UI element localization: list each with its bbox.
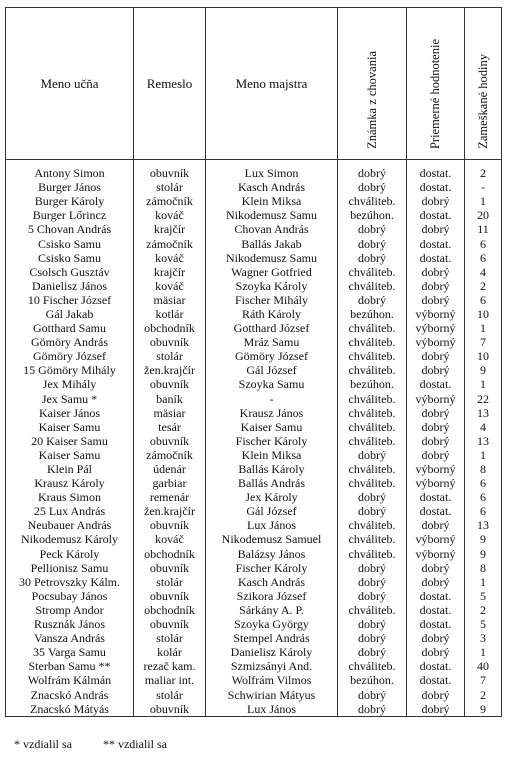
cell-grade: výborný <box>407 476 465 490</box>
table-row <box>6 518 502 532</box>
cell-craft: zámočník <box>134 448 206 462</box>
cell-grade: dobrý <box>407 518 465 532</box>
cell-hours: 9 <box>465 363 502 377</box>
cell-grade: výborný <box>407 307 465 321</box>
cell-master: Balázsy János <box>206 547 338 561</box>
cell-craft: zámočník <box>134 194 206 208</box>
cell-master: - <box>206 392 338 406</box>
cell-master: Kaiser Samu <box>206 420 338 434</box>
cell-name: Burger Károly <box>6 194 134 208</box>
cell-master: Gömöry József <box>206 349 338 363</box>
cell-grade: dostat. <box>407 673 465 687</box>
cell-master: Stempel András <box>206 631 338 645</box>
cell-grade: dobrý <box>407 363 465 377</box>
cell-grade: dostat. <box>407 377 465 391</box>
cell-master: Klein Miksa <box>206 194 338 208</box>
cell-hours: 13 <box>465 434 502 448</box>
cell-conduct: bezúhon. <box>338 307 407 321</box>
cell-master: Klein Miksa <box>206 448 338 462</box>
cell-master: Ráth Károly <box>206 307 338 321</box>
cell-name: Csisko Samu <box>6 251 134 265</box>
cell-craft: mäsiar <box>134 293 206 307</box>
cell-name: Krausz Károly <box>6 476 134 490</box>
cell-name: 35 Varga Samu <box>6 645 134 659</box>
table-row <box>6 561 502 575</box>
cell-name: Pellionisz Samu <box>6 561 134 575</box>
cell-craft: rezač kam. <box>134 659 206 673</box>
table-row <box>6 532 502 546</box>
cell-hours: 1 <box>465 645 502 659</box>
cell-craft: baník <box>134 392 206 406</box>
table-row <box>6 490 502 504</box>
cell-master: Gál József <box>206 363 338 377</box>
cell-craft: mäsiar <box>134 406 206 420</box>
cell-conduct: chváliteb. <box>338 518 407 532</box>
table-row <box>6 335 502 349</box>
cell-grade: dostat. <box>407 659 465 673</box>
cell-master: Szikora József <box>206 589 338 603</box>
table-row <box>6 321 502 335</box>
table-row <box>6 420 502 434</box>
cell-hours: 9 <box>465 702 502 717</box>
table-row <box>6 236 502 250</box>
cell-conduct: chváliteb. <box>338 462 407 476</box>
cell-conduct: dobrý <box>338 631 407 645</box>
table-row <box>6 160 502 181</box>
cell-craft: obuvník <box>134 335 206 349</box>
cell-craft: obchodník <box>134 321 206 335</box>
cell-hours: 6 <box>465 504 502 518</box>
cell-grade: výborný <box>407 321 465 335</box>
table-row <box>6 476 502 490</box>
cell-conduct: chváliteb. <box>338 420 407 434</box>
cell-grade: dobrý <box>407 561 465 575</box>
cell-grade: výborný <box>407 392 465 406</box>
cell-conduct: chváliteb. <box>338 603 407 617</box>
cell-name: Wolfrám Kálmán <box>6 673 134 687</box>
cell-hours: 7 <box>465 335 502 349</box>
table-row <box>6 631 502 645</box>
header-grade-label: Priemerné hodnotenie <box>428 38 442 149</box>
cell-hours: 8 <box>465 561 502 575</box>
table-row <box>6 208 502 222</box>
cell-hours: 6 <box>465 476 502 490</box>
table-body <box>6 160 502 717</box>
cell-name: Gál Jakab <box>6 307 134 321</box>
cell-conduct: chváliteb. <box>338 335 407 349</box>
table-row <box>6 180 502 194</box>
cell-hours: 4 <box>465 265 502 279</box>
cell-name: 5 Chovan András <box>6 222 134 236</box>
cell-master: Lux Simon <box>206 160 338 181</box>
cell-grade: dostat. <box>407 208 465 222</box>
cell-hours: 1 <box>465 377 502 391</box>
cell-grade: dostat. <box>407 236 465 250</box>
cell-hours: 9 <box>465 547 502 561</box>
cell-grade: dobrý <box>407 194 465 208</box>
table-row <box>6 603 502 617</box>
cell-conduct: chváliteb. <box>338 349 407 363</box>
table-row <box>6 659 502 673</box>
cell-grade: dobrý <box>407 631 465 645</box>
cell-grade: dostat. <box>407 180 465 194</box>
cell-name: Gömöry József <box>6 349 134 363</box>
cell-name: 20 Kaiser Samu <box>6 434 134 448</box>
cell-name: 30 Petrovszky Kálm. <box>6 575 134 589</box>
cell-grade: dobrý <box>407 420 465 434</box>
cell-craft: garbiar <box>134 476 206 490</box>
cell-conduct: dobrý <box>338 645 407 659</box>
cell-craft: žen.krajčír <box>134 504 206 518</box>
cell-hours: 1 <box>465 321 502 335</box>
table-row <box>6 448 502 462</box>
cell-craft: stolár <box>134 575 206 589</box>
cell-hours: 8 <box>465 462 502 476</box>
cell-name: Burger János <box>6 180 134 194</box>
cell-conduct: dobrý <box>338 448 407 462</box>
header-name <box>6 8 134 160</box>
cell-conduct: dobrý <box>338 575 407 589</box>
cell-conduct: dobrý <box>338 490 407 504</box>
cell-craft: kováč <box>134 208 206 222</box>
cell-hours: 5 <box>465 589 502 603</box>
header-craft <box>134 8 206 160</box>
cell-master: Schwirian Mátyus <box>206 687 338 701</box>
cell-grade: dobrý <box>407 265 465 279</box>
table-row <box>6 307 502 321</box>
cell-name: Kaiser Samu <box>6 420 134 434</box>
cell-master: Lux János <box>206 518 338 532</box>
cell-name: Rusznák János <box>6 617 134 631</box>
footnote-double-star: ** vzdialil sa <box>102 737 167 751</box>
cell-name: Neubauer András <box>6 518 134 532</box>
cell-master: Fischer Mihály <box>206 293 338 307</box>
cell-conduct: bezúhon. <box>338 208 407 222</box>
cell-grade: dobrý <box>407 702 465 717</box>
cell-craft: obchodník <box>134 547 206 561</box>
cell-craft: obuvník <box>134 617 206 631</box>
header-grade <box>407 8 465 160</box>
cell-master: Szmizsányi And. <box>206 659 338 673</box>
header-hours <box>465 8 502 160</box>
cell-craft: krajčír <box>134 265 206 279</box>
cell-hours: 1 <box>465 194 502 208</box>
cell-hours: 10 <box>465 349 502 363</box>
cell-master: Fischer Károly <box>206 561 338 575</box>
cell-master: Nikodemusz Samu <box>206 251 338 265</box>
cell-hours: 6 <box>465 490 502 504</box>
table-row <box>6 687 502 701</box>
cell-master: Szoyka György <box>206 617 338 631</box>
cell-hours: 40 <box>465 659 502 673</box>
table-row <box>6 363 502 377</box>
table-row <box>6 462 502 476</box>
cell-conduct: dobrý <box>338 561 407 575</box>
cell-grade: dostat. <box>407 617 465 631</box>
cell-name: Danielisz János <box>6 279 134 293</box>
cell-hours: 2 <box>465 279 502 293</box>
cell-hours: 2 <box>465 160 502 181</box>
cell-craft: maliar int. <box>134 673 206 687</box>
cell-grade: dostat. <box>407 490 465 504</box>
cell-grade: dobrý <box>407 687 465 701</box>
cell-name: 25 Lux András <box>6 504 134 518</box>
cell-grade: dostat. <box>407 251 465 265</box>
table-row <box>6 279 502 293</box>
cell-name: Pocsubay János <box>6 589 134 603</box>
table-row <box>6 589 502 603</box>
cell-master: Gál József <box>206 504 338 518</box>
cell-craft: obuvník <box>134 434 206 448</box>
header-conduct <box>338 8 407 160</box>
cell-conduct: dobrý <box>338 589 407 603</box>
cell-grade: dobrý <box>407 406 465 420</box>
cell-conduct: dobrý <box>338 180 407 194</box>
cell-name: Kaiser János <box>6 406 134 420</box>
cell-conduct: chváliteb. <box>338 194 407 208</box>
cell-craft: stolár <box>134 180 206 194</box>
cell-craft: obuvník <box>134 377 206 391</box>
table-row <box>6 377 502 391</box>
cell-hours: 6 <box>465 251 502 265</box>
cell-grade: dostat. <box>407 160 465 181</box>
cell-craft: obuvník <box>134 518 206 532</box>
cell-grade: dobrý <box>407 645 465 659</box>
cell-hours: 13 <box>465 518 502 532</box>
cell-name: 15 Gömöry Mihály <box>6 363 134 377</box>
cell-craft: remenár <box>134 490 206 504</box>
table-row <box>6 617 502 631</box>
cell-craft: kováč <box>134 532 206 546</box>
table-row <box>6 222 502 236</box>
header-conduct-label: Známka z chovania <box>364 51 379 149</box>
header-craft-label: Remeslo <box>146 75 193 91</box>
cell-grade: dobrý <box>407 349 465 363</box>
cell-grade: dobrý <box>407 279 465 293</box>
cell-conduct: dobrý <box>338 251 407 265</box>
cell-hours: 3 <box>465 631 502 645</box>
cell-conduct: dobrý <box>338 222 407 236</box>
table-row <box>6 349 502 363</box>
cell-name: Antony Simon <box>6 160 134 181</box>
cell-craft: obuvník <box>134 589 206 603</box>
cell-conduct: bezúhon. <box>338 673 407 687</box>
cell-grade: výborný <box>407 335 465 349</box>
cell-hours: 1 <box>465 575 502 589</box>
cell-conduct: dobrý <box>338 504 407 518</box>
cell-name: Burger Lőrincz <box>6 208 134 222</box>
cell-name: 10 Fischer József <box>6 293 134 307</box>
cell-conduct: chváliteb. <box>338 265 407 279</box>
cell-conduct: chváliteb. <box>338 434 407 448</box>
cell-grade: dostat. <box>407 589 465 603</box>
cell-grade: výborný <box>407 462 465 476</box>
cell-conduct: chváliteb. <box>338 406 407 420</box>
cell-master: Danielisz Károly <box>206 645 338 659</box>
cell-master: Wagner Gotfried <box>206 265 338 279</box>
cell-master: Gotthard József <box>206 321 338 335</box>
cell-conduct: dobrý <box>338 160 407 181</box>
table-row <box>6 293 502 307</box>
cell-conduct: chváliteb. <box>338 279 407 293</box>
cell-conduct: dobrý <box>338 236 407 250</box>
cell-craft: stolár <box>134 349 206 363</box>
cell-hours: 6 <box>465 236 502 250</box>
cell-grade: výborný <box>407 532 465 546</box>
cell-hours: 2 <box>465 603 502 617</box>
table-row <box>6 673 502 687</box>
cell-name: Gömöry András <box>6 335 134 349</box>
cell-grade: výborný <box>407 547 465 561</box>
cell-grade: dobrý <box>407 575 465 589</box>
cell-name: Vansza András <box>6 631 134 645</box>
header-row <box>6 8 502 160</box>
cell-master: Kasch András <box>206 180 338 194</box>
cell-craft: údenár <box>134 462 206 476</box>
cell-name: Klein Pál <box>6 462 134 476</box>
cell-craft: kotlár <box>134 307 206 321</box>
cell-master: Szoyka Károly <box>206 279 338 293</box>
cell-name: Kraus Simon <box>6 490 134 504</box>
cell-craft: zámočník <box>134 236 206 250</box>
cell-master: Jex Károly <box>206 490 338 504</box>
header-master-label: Meno majstra <box>235 75 308 91</box>
cell-name: Sterban Samu ** <box>6 659 134 673</box>
cell-craft: kováč <box>134 279 206 293</box>
table-row <box>6 645 502 659</box>
cell-craft: žen.krajčír <box>134 363 206 377</box>
cell-hours: 9 <box>465 532 502 546</box>
footnotes <box>14 737 195 752</box>
table-row <box>6 392 502 406</box>
table-row <box>6 702 502 717</box>
header-hours-label: Zameškané hodiny <box>475 54 490 149</box>
cell-hours: 7 <box>465 673 502 687</box>
table-row <box>6 265 502 279</box>
cell-master: Chovan András <box>206 222 338 236</box>
cell-master: Kasch András <box>206 575 338 589</box>
footnote-single-star: * vzdialil sa <box>14 737 72 751</box>
cell-hours: - <box>465 180 502 194</box>
cell-craft: stolár <box>134 687 206 701</box>
table-row <box>6 434 502 448</box>
cell-hours: 2 <box>465 687 502 701</box>
cell-hours: 6 <box>465 293 502 307</box>
cell-conduct: chváliteb. <box>338 659 407 673</box>
cell-craft: tesár <box>134 420 206 434</box>
table-row <box>6 194 502 208</box>
cell-hours: 20 <box>465 208 502 222</box>
header-name-label: Meno učňa <box>40 75 99 91</box>
cell-master: Mráz Samu <box>206 335 338 349</box>
cell-grade: dostat. <box>407 603 465 617</box>
cell-craft: obuvník <box>134 702 206 717</box>
cell-master: Ballás Károly <box>206 462 338 476</box>
cell-hours: 4 <box>465 420 502 434</box>
cell-conduct: chváliteb. <box>338 321 407 335</box>
table-row <box>6 504 502 518</box>
cell-master: Nikodemusz Samuel <box>206 532 338 546</box>
cell-conduct: dobrý <box>338 617 407 631</box>
cell-name: Jex Samu * <box>6 392 134 406</box>
cell-name: Nikodemusz Károly <box>6 532 134 546</box>
cell-conduct: dobrý <box>338 687 407 701</box>
cell-name: Znacskó Mátyás <box>6 702 134 717</box>
cell-master: Nikodemusz Samu <box>206 208 338 222</box>
cell-conduct: chváliteb. <box>338 363 407 377</box>
cell-craft: krajčír <box>134 222 206 236</box>
cell-name: Gotthard Samu <box>6 321 134 335</box>
cell-craft: kováč <box>134 251 206 265</box>
cell-grade: dobrý <box>407 293 465 307</box>
cell-hours: 5 <box>465 617 502 631</box>
cell-hours: 11 <box>465 222 502 236</box>
cell-master: Fischer Károly <box>206 434 338 448</box>
cell-craft: kolár <box>134 645 206 659</box>
cell-master: Ballás Jakab <box>206 236 338 250</box>
cell-master: Szoyka Samu <box>206 377 338 391</box>
cell-master: Krausz János <box>206 406 338 420</box>
cell-master: Wolfrám Vilmos <box>206 673 338 687</box>
cell-name: Jex Mihály <box>6 377 134 391</box>
cell-grade: dobrý <box>407 448 465 462</box>
cell-hours: 10 <box>465 307 502 321</box>
cell-master: Sárkány A. P. <box>206 603 338 617</box>
cell-conduct: dobrý <box>338 293 407 307</box>
table-row <box>6 547 502 561</box>
cell-grade: dobrý <box>407 434 465 448</box>
cell-conduct: chváliteb. <box>338 532 407 546</box>
cell-conduct: chváliteb. <box>338 476 407 490</box>
cell-hours: 1 <box>465 448 502 462</box>
cell-craft: obuvník <box>134 561 206 575</box>
cell-name: Znacskó András <box>6 687 134 701</box>
table-row <box>6 251 502 265</box>
cell-name: Kaiser Samu <box>6 448 134 462</box>
cell-name: Peck Károly <box>6 547 134 561</box>
cell-craft: obchodník <box>134 603 206 617</box>
cell-grade: dobrý <box>407 222 465 236</box>
cell-name: Csisko Samu <box>6 236 134 250</box>
header-master <box>206 8 338 160</box>
apprentices-table <box>5 7 502 717</box>
cell-grade: dostat. <box>407 504 465 518</box>
cell-conduct: bezúhon. <box>338 377 407 391</box>
cell-conduct: dobrý <box>338 702 407 717</box>
cell-hours: 22 <box>465 392 502 406</box>
table-row <box>6 406 502 420</box>
cell-craft: stolár <box>134 631 206 645</box>
cell-name: Stromp Andor <box>6 603 134 617</box>
cell-conduct: chváliteb. <box>338 547 407 561</box>
cell-master: Lux János <box>206 702 338 717</box>
cell-hours: 13 <box>465 406 502 420</box>
cell-craft: obuvník <box>134 160 206 181</box>
cell-name: Csolsch Gusztáv <box>6 265 134 279</box>
cell-conduct: chváliteb. <box>338 392 407 406</box>
cell-master: Ballás András <box>206 476 338 490</box>
table-row <box>6 575 502 589</box>
